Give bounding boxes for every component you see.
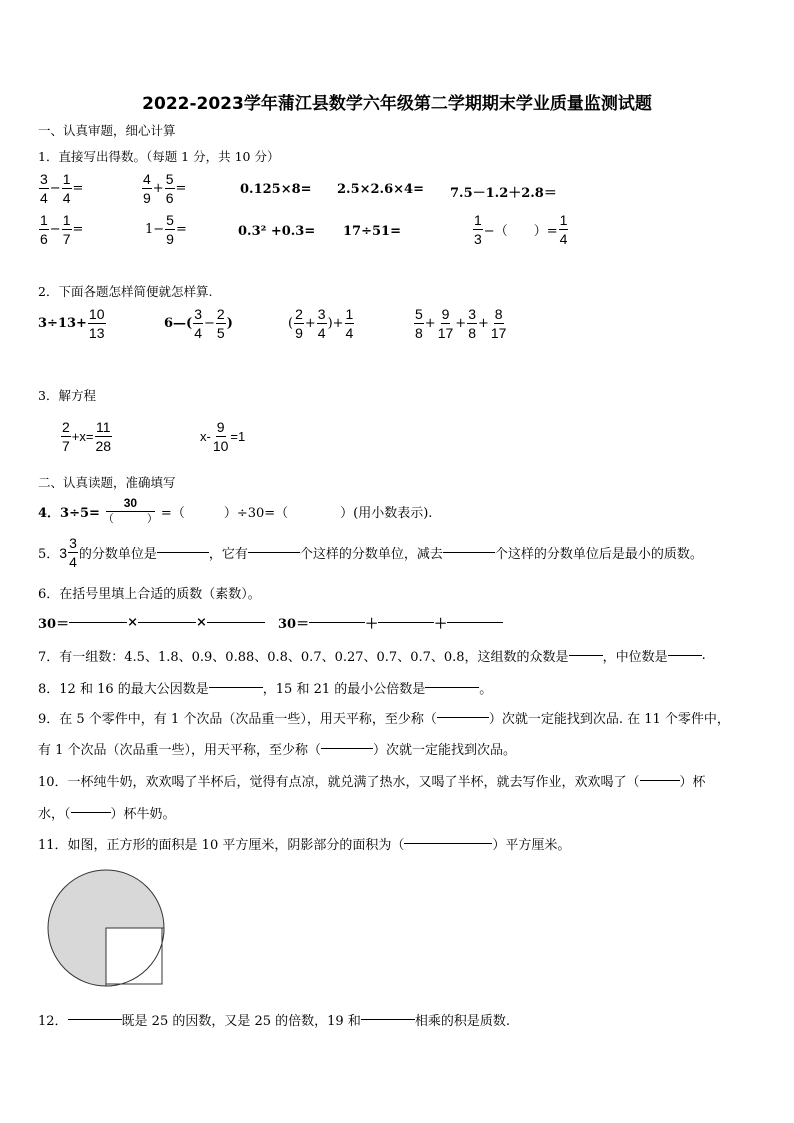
question-11: 11．如图，正方形的面积是 10 平方厘米，阴影部分的面积为（ ）平方厘米。	[38, 838, 571, 853]
q3-equation-1: $\frac{2}{7}$ +x= $\frac{11}{28}$	[62, 419, 112, 454]
q1-expr-8: 0.3² +0.3=	[238, 224, 316, 239]
q8-blank-2[interactable]	[425, 687, 479, 688]
q11-blank[interactable]	[404, 843, 492, 844]
q1-expr-3: 0.125×8=	[240, 182, 312, 197]
q10-blank-2[interactable]	[71, 812, 111, 813]
q5-blank-1[interactable]	[157, 552, 209, 553]
question-9-line-2: 有 1 个次品（次品重一些），用天平称，至少称（ ）次就一定能找到次品。	[38, 743, 517, 758]
question-5: 5． 3 $\frac{3}{4}$ 的分数单位是 ，它有 个这样的分数单位，减去 个这样的分数单位后是最小的质数。	[38, 535, 703, 570]
q1-expr-2: $\frac{4}{9}$ + $\frac{5}{6}$ =	[143, 171, 187, 206]
q1-expr-1: $\frac{3}{4}$ − $\frac{1}{4}$ =	[40, 171, 84, 206]
section-1-heading: 一、认真审题，细心计算	[38, 123, 176, 138]
question-9-line-1: 9．在 5 个零件中，有 1 个次品（次品重一些），用天平称，至少称（ ）次就一定能找到次品. 在 11 个零件中，	[38, 712, 730, 727]
q7-blank-2[interactable]	[668, 655, 702, 656]
page-title: 2022-2023学年蒲江县数学六年级第二学期期末学业质量监测试题	[142, 94, 652, 114]
q1-expr-7: 1− $\frac{5}{9}$ =	[145, 212, 187, 247]
q6-blank-5[interactable]	[378, 622, 434, 623]
q9-blank-2[interactable]	[321, 748, 373, 749]
q2-expr-3: ( $\frac{2}{9}$ + $\frac{3}{4}$ )+ $\frac{1}{4}$	[288, 306, 354, 341]
q1-expr-5: 7.5－1.2＋2.8＝	[450, 186, 557, 201]
q6-blanks-1: 30＝ × ×	[38, 613, 265, 632]
section-2-heading: 二、认真读题，准确填写	[38, 475, 176, 490]
q3-equation-2: x- $\frac{9}{10}$ =1	[200, 419, 246, 454]
question-1-text: 1．直接写出得数。（每题 1 分，共 10 分）	[38, 149, 280, 164]
circle-square-figure	[44, 860, 168, 988]
q2-expr-1: 3÷13+ $\frac{10}{13}$	[38, 306, 105, 341]
question-12: 12． 既是 25 的因数，又是 25 的倍数，19 和 相乘的积是质数.	[38, 1014, 510, 1029]
question-10-line-2: 水，（ ）杯牛奶。	[38, 807, 176, 822]
q1-expr-9: 17÷51=	[343, 224, 401, 239]
q10-blank-1[interactable]	[640, 780, 680, 781]
q2-expr-4: $\frac{5}{8}$ + $\frac{9}{17}$ + $\frac{3}{8}$ + $\frac{8}{17}$	[415, 306, 507, 341]
q6-blank-2[interactable]	[138, 622, 196, 623]
question-7: 7．有一组数：4.5、1.8、0.9、0.88、0.8、0.7、0.27、0.7、0.7、0.8，这组数的众数是 ，中位数是 .	[38, 648, 706, 665]
q6-blank-6[interactable]	[447, 622, 503, 623]
q5-blank-2[interactable]	[248, 552, 300, 553]
question-6-text: 6．在括号里填上合适的质数（素数）。	[38, 587, 261, 602]
q12-blank-2[interactable]	[361, 1019, 415, 1020]
q8-blank-1[interactable]	[209, 687, 263, 688]
q6-blank-1[interactable]	[69, 622, 127, 623]
q12-blank-1[interactable]	[68, 1019, 122, 1020]
q1-expr-6: $\frac{1}{6}$ − $\frac{1}{7}$ =	[40, 212, 84, 247]
q1-expr-4: 2.5×2.6×4=	[337, 182, 424, 197]
q6-blanks-2: 30＝ ＋ ＋	[278, 613, 503, 632]
q1-expr-10: $\frac{1}{3}$ −（ ）= $\frac{1}{4}$	[474, 212, 568, 247]
question-8: 8．12 和 16 的最大公因数是 ，15 和 21 的最小公倍数是 。	[38, 682, 493, 697]
q6-blank-4[interactable]	[309, 622, 365, 623]
question-10-line-1: 10．一杯纯牛奶，欢欢喝了半杯后，觉得有点凉，就兑满了热水，又喝了半杯，就去写作业，欢欢喝了（ ）杯	[38, 775, 706, 790]
question-2-text: 2．下面各题怎样简便就怎样算.	[38, 284, 213, 299]
q2-expr-2: 6—( $\frac{3}{4}$ − $\frac{2}{5}$ )	[164, 306, 233, 341]
q7-blank-1[interactable]	[569, 655, 603, 656]
question-4: 4．3÷5= $\frac{30}{( )}$ =（ ）÷30=（ ）(用小数表示).	[38, 496, 433, 525]
q6-blank-3[interactable]	[207, 622, 265, 623]
q5-blank-3[interactable]	[443, 552, 495, 553]
q9-blank-1[interactable]	[437, 717, 489, 718]
question-3-text: 3．解方程	[38, 388, 96, 403]
